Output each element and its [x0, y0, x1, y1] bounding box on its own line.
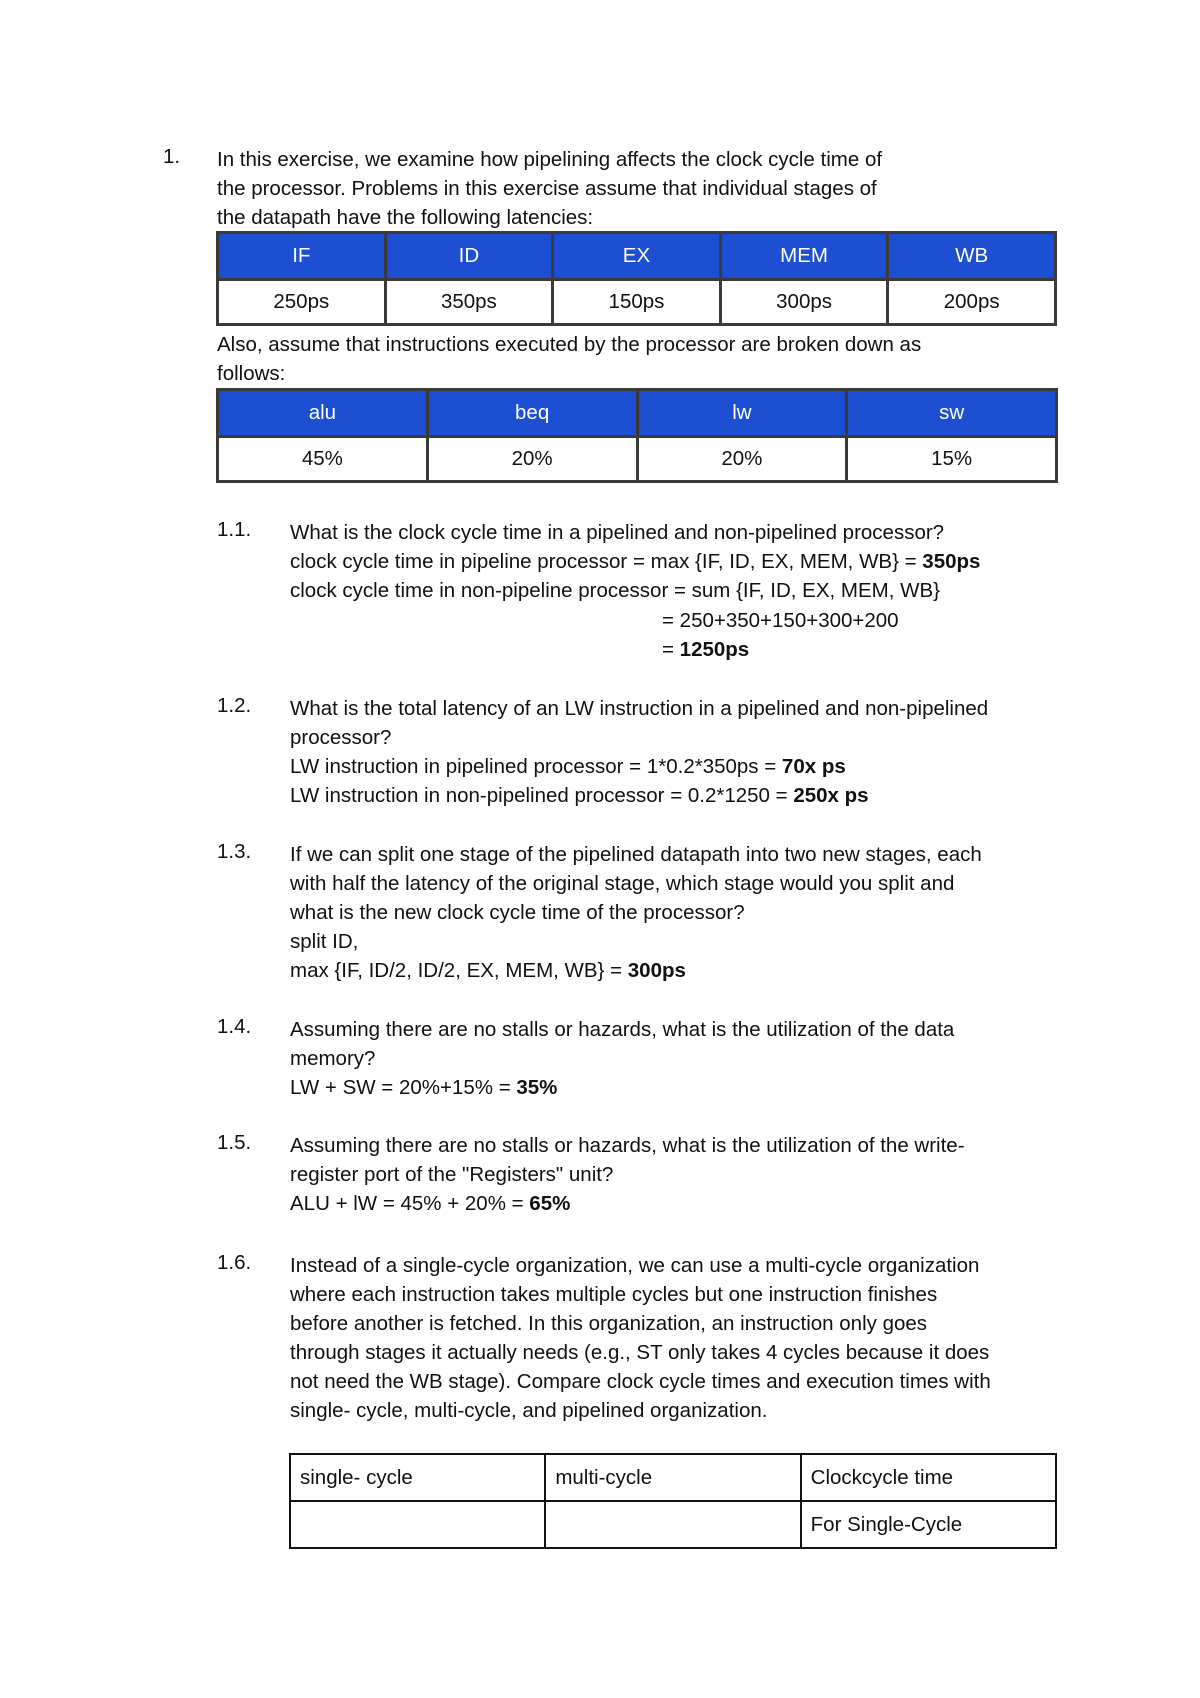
question-text: with half the latency of the original stage, which stage would you split and — [290, 872, 955, 895]
answer-line — [290, 547, 980, 576]
answer-value: 35% — [516, 1076, 558, 1099]
intro-line: In this exercise, we examine how pipelining affects the clock cycle time of — [217, 148, 883, 171]
answer-line — [290, 1073, 954, 1102]
subquestion-1-1 — [290, 518, 980, 605]
question-text: not need the WB stage). Compare clock cycle times and execution times with — [290, 1370, 991, 1393]
question-text: register port of the "Registers" unit? — [290, 1163, 614, 1186]
question-text: through stages it actually needs (e.g., ST only takes 4 cycles because it does — [290, 1341, 990, 1364]
mix-line: follows: — [217, 362, 286, 385]
value-cell: 150ps — [553, 280, 721, 325]
subquestion-1-4 — [290, 1015, 954, 1102]
value-cell: 350ps — [385, 280, 553, 325]
question-text: Assuming there are no stalls or hazards, what is the utilization of the data — [290, 1018, 955, 1041]
header-cell: ID — [385, 233, 553, 280]
answer-text: LW + SW = 20%+15% = — [290, 1076, 517, 1099]
question-text: Assuming there are no stalls or hazards, what is the utilization of the write- — [290, 1134, 965, 1157]
header-cell: alu — [218, 390, 428, 437]
answer-text: LW instruction in non-pipelined processor = 0.2*1250 = — [290, 784, 794, 807]
answer-value: 250x ps — [793, 784, 869, 807]
answer-line — [290, 1189, 965, 1218]
value-cell: 20% — [427, 437, 637, 482]
comparison-table — [289, 1453, 1057, 1549]
intro-line: the datapath have the following latencies: — [217, 206, 594, 229]
answer-value: 1250ps — [679, 638, 750, 661]
question-text: where each instruction takes multiple cycles but one instruction finishes — [290, 1283, 938, 1306]
subquestion-number: 1.3. — [217, 840, 252, 863]
header-cell: EX — [553, 233, 721, 280]
subquestion-number: 1.6. — [217, 1251, 252, 1274]
table-cell: For Single-Cycle — [801, 1501, 1056, 1548]
answer-line — [290, 956, 982, 985]
question-text: single- cycle, multi-cycle, and pipelined organization. — [290, 1399, 768, 1422]
answer-value: 65% — [529, 1192, 571, 1215]
stage-latency-table — [216, 231, 1057, 326]
answer-line — [290, 752, 988, 781]
table-cell: multi-cycle — [545, 1454, 800, 1501]
question-text: What is the clock cycle time in a pipelined and non-pipelined processor? — [290, 521, 945, 544]
answer-value: 350ps — [922, 550, 981, 573]
table-cell: single- cycle — [290, 1454, 545, 1501]
answer-line — [290, 781, 988, 810]
mix-paragraph — [217, 330, 921, 388]
subquestion-number: 1.5. — [217, 1131, 252, 1154]
question-text: before another is fetched. In this organization, an instruction only goes — [290, 1312, 928, 1335]
question-text: memory? — [290, 1047, 376, 1070]
header-cell: WB — [888, 233, 1056, 280]
answer-text: clock cycle time in pipeline processor = max {IF, ID, EX, MEM, WB} = — [290, 550, 923, 573]
answer-text: LW instruction in pipelined processor = 1*0.2*350ps = — [290, 755, 782, 778]
answer-value: 70x ps — [781, 755, 846, 778]
answer-text: ALU + lW = 45% + 20% = — [290, 1192, 530, 1215]
header-cell: MEM — [720, 233, 888, 280]
subquestion-1-2 — [290, 694, 988, 810]
question-text: Instead of a single-cycle organization, we can use a multi-cycle organization — [290, 1254, 980, 1277]
subquestion-1-6 — [290, 1251, 991, 1425]
question-text: If we can split one stage of the pipelined datapath into two new stages, each — [290, 843, 982, 866]
header-cell: beq — [427, 390, 637, 437]
header-cell: IF — [218, 233, 386, 280]
value-cell: 200ps — [888, 280, 1056, 325]
question-text: what is the new clock cycle time of the processor? — [290, 901, 745, 924]
subquestion-number: 1.4. — [217, 1015, 252, 1038]
mix-line: Also, assume that instructions executed by the processor are broken down as — [217, 333, 922, 356]
value-cell: 45% — [218, 437, 428, 482]
sum-line: = 250+350+150+300+200 — [662, 609, 899, 632]
question-number: 1. — [163, 145, 181, 168]
answer-value: 300ps — [627, 959, 686, 982]
header-cell: sw — [847, 390, 1057, 437]
subquestion-1-5 — [290, 1131, 965, 1218]
subquestion-1-3 — [290, 840, 982, 985]
header-cell: lw — [637, 390, 847, 437]
answer-line: clock cycle time in non-pipeline processor = sum {IF, ID, EX, MEM, WB} — [290, 579, 940, 602]
table-cell — [545, 1501, 800, 1548]
intro-paragraph — [217, 145, 882, 232]
intro-line: the processor. Problems in this exercise assume that individual stages of — [217, 177, 877, 200]
result-line — [662, 635, 899, 664]
sum-block — [662, 606, 899, 664]
table-cell: Clockcycle time — [801, 1454, 1056, 1501]
subquestion-number: 1.1. — [217, 518, 252, 541]
answer-line: split ID, — [290, 930, 359, 953]
question-text: What is the total latency of an LW instruction in a pipelined and non-pipelined — [290, 697, 989, 720]
answer-text: max {IF, ID/2, ID/2, EX, MEM, WB} = — [290, 959, 628, 982]
answer-text: = — [662, 638, 680, 661]
subquestion-number: 1.2. — [217, 694, 252, 717]
table-cell — [290, 1501, 545, 1548]
question-text: processor? — [290, 726, 392, 749]
value-cell: 300ps — [720, 280, 888, 325]
value-cell: 250ps — [218, 280, 386, 325]
value-cell: 20% — [637, 437, 847, 482]
instruction-mix-table — [216, 388, 1058, 483]
value-cell: 15% — [847, 437, 1057, 482]
